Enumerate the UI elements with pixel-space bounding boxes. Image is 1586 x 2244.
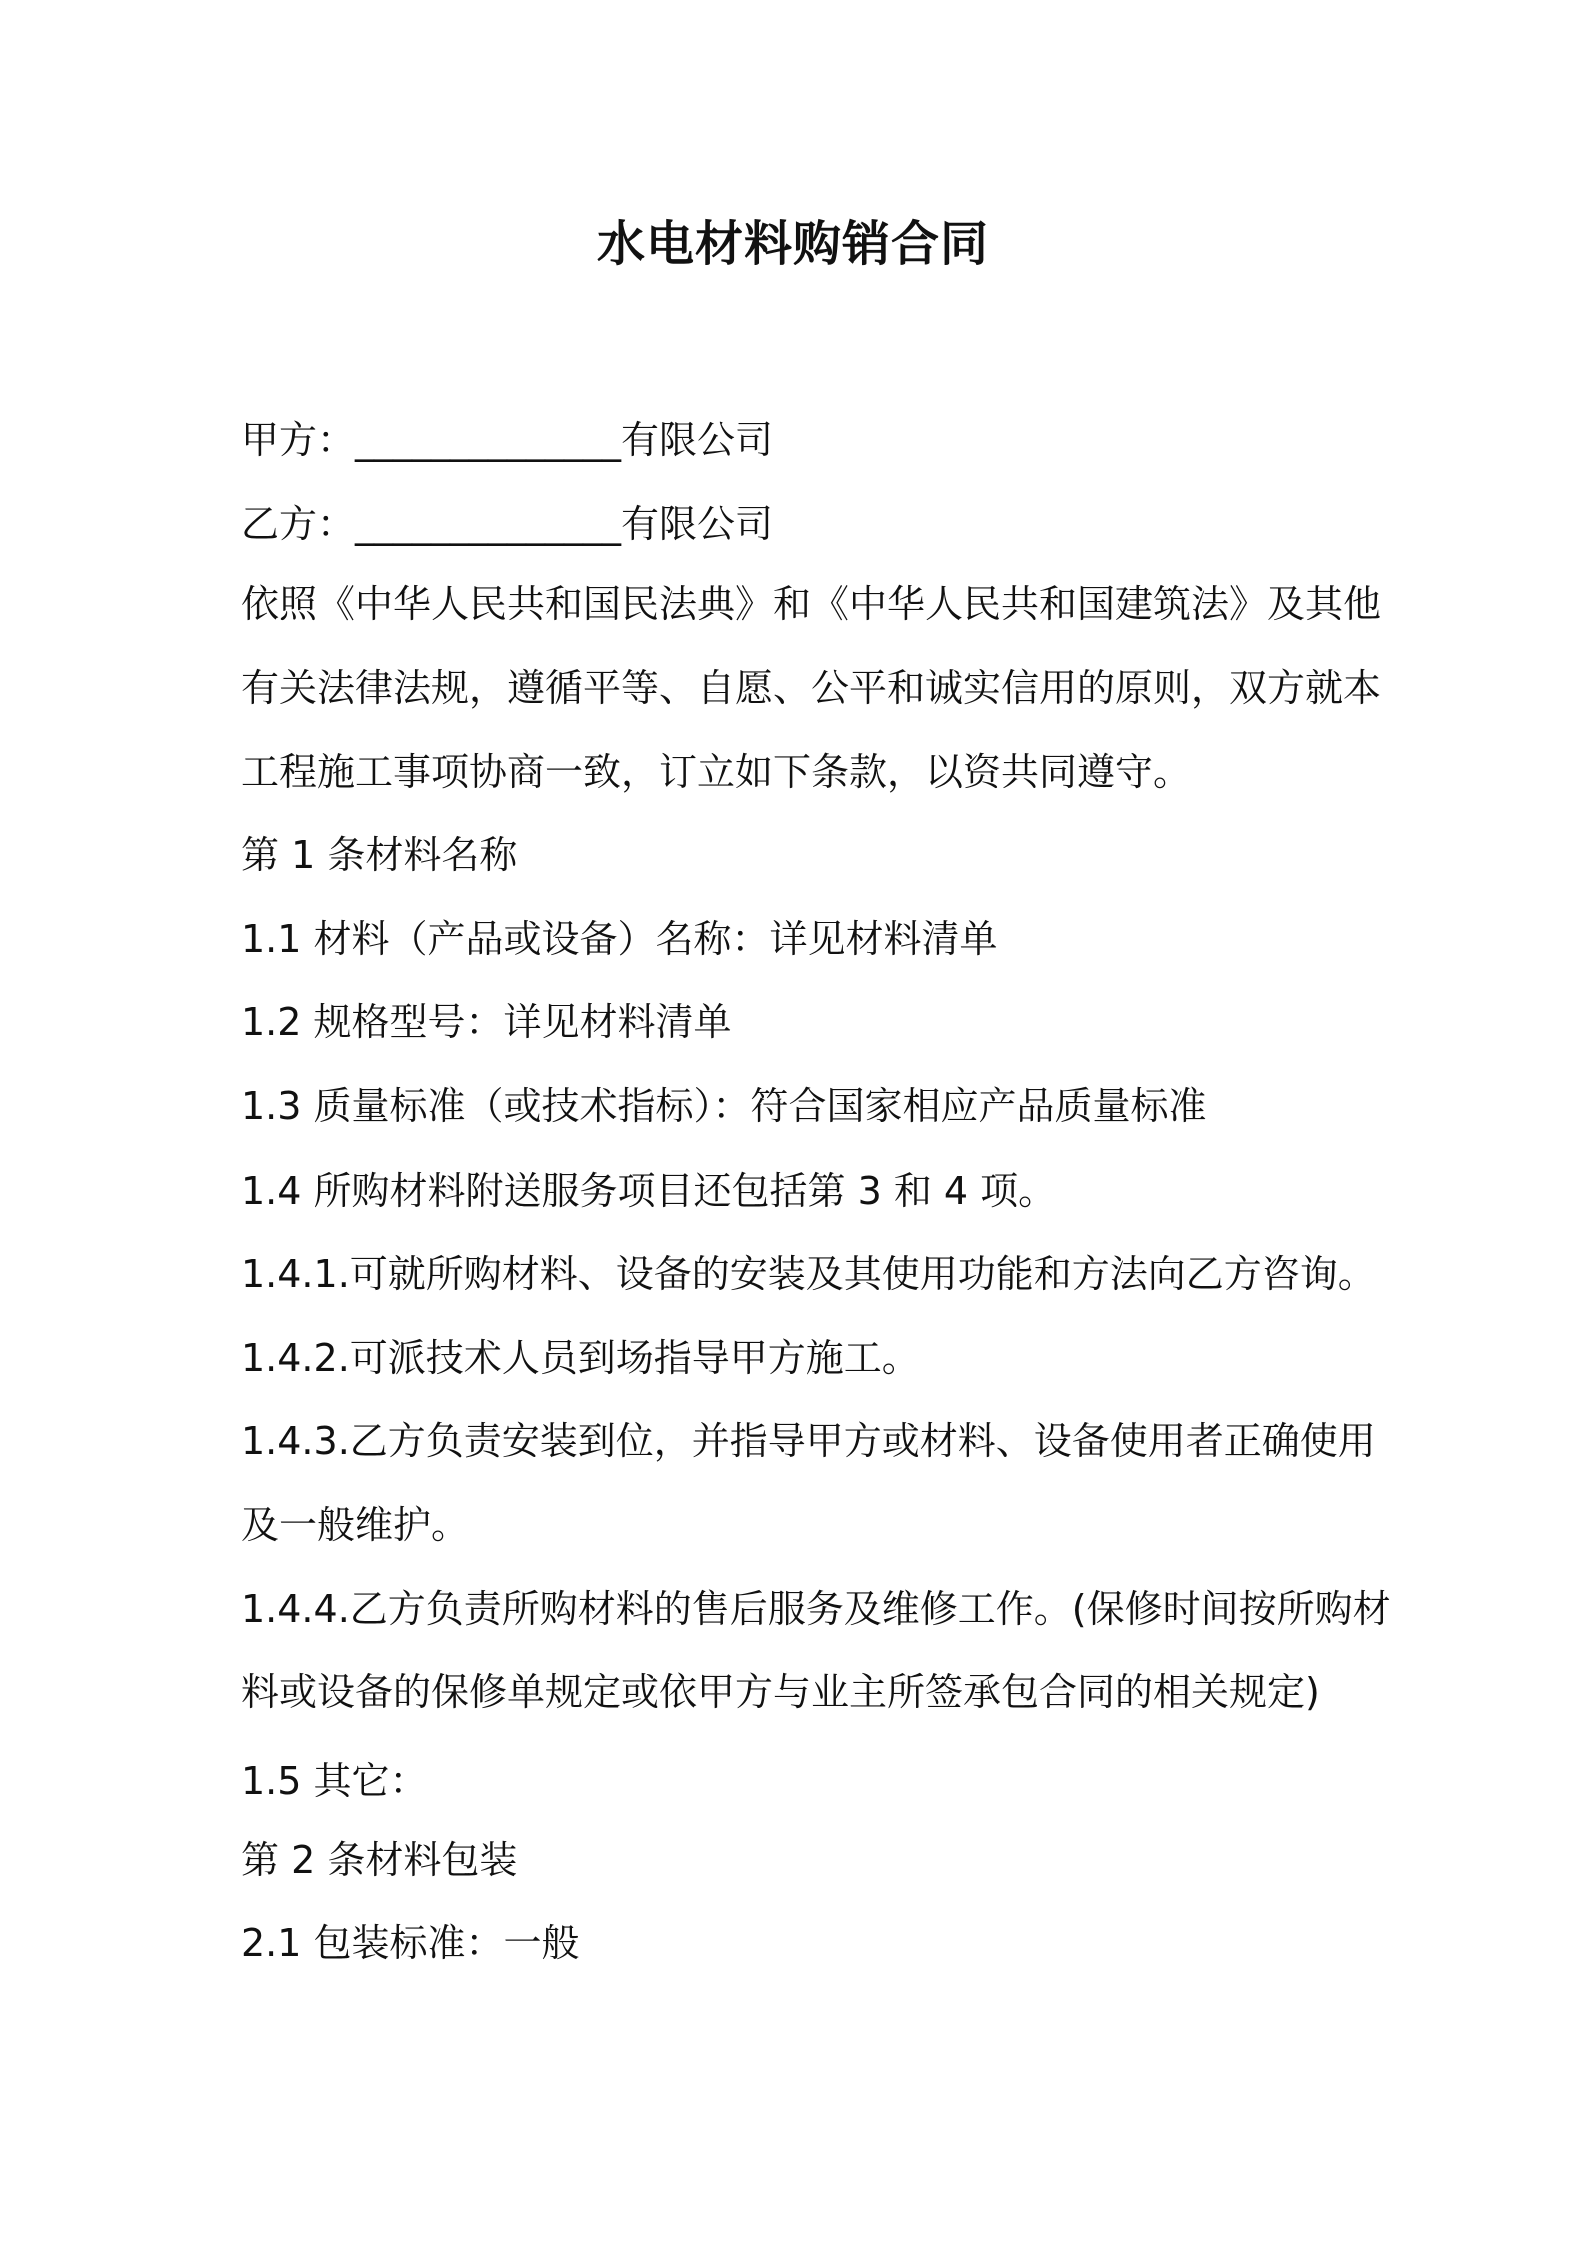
item-1-3: 1.3 质量标准（或技术指标）：符合国家相应产品质量标准 bbox=[241, 1084, 1207, 1128]
item-1-4-4-line-2: 料或设备的保修单规定或依甲方与业主所签承包合同的相关规定) bbox=[241, 1670, 1320, 1714]
item-1-1: 1.1 材料（产品或设备）名称：详见材料清单 bbox=[241, 917, 998, 961]
intro-line-3: 工程施工事项协商一致，订立如下条款，以资共同遵守。 bbox=[241, 750, 1192, 794]
intro-line-1: 依照《中华人民共和国民法典》和《中华人民共和国建筑法》及其他 bbox=[241, 582, 1382, 626]
party-b-line: 乙方：______________有限公司 bbox=[241, 502, 774, 546]
item-1-4: 1.4 所购材料附送服务项目还包括第 3 和 4 项。 bbox=[241, 1169, 1057, 1213]
item-1-5: 1.5 其它： bbox=[241, 1759, 428, 1803]
article-2-heading: 第 2 条材料包装 bbox=[241, 1838, 518, 1882]
item-1-4-2: 1.4.2.可派技术人员到场指导甲方施工。 bbox=[241, 1336, 920, 1380]
item-1-4-1: 1.4.1.可就所购材料、设备的安装及其使用功能和方法向乙方咨询。 bbox=[241, 1252, 1376, 1296]
item-1-4-3-line-2: 及一般维护。 bbox=[241, 1503, 470, 1547]
item-1-4-4-line-1: 1.4.4.乙方负责所购材料的售后服务及维修工作。(保修时间按所购材 bbox=[241, 1587, 1391, 1631]
item-2-1: 2.1 包装标准：一般 bbox=[241, 1921, 580, 1965]
item-1-4-3-line-1: 1.4.3.乙方负责安装到位，并指导甲方或材料、设备使用者正确使用 bbox=[241, 1419, 1376, 1463]
party-a-line: 甲方：______________有限公司 bbox=[241, 418, 774, 462]
document-title: 水电材料购销合同 bbox=[596, 216, 989, 272]
intro-line-2: 有关法律法规，遵循平等、自愿、公平和诚实信用的原则，双方就本 bbox=[241, 666, 1382, 710]
item-1-2: 1.2 规格型号：详见材料清单 bbox=[241, 1000, 732, 1044]
article-1-heading: 第 1 条材料名称 bbox=[241, 833, 518, 877]
